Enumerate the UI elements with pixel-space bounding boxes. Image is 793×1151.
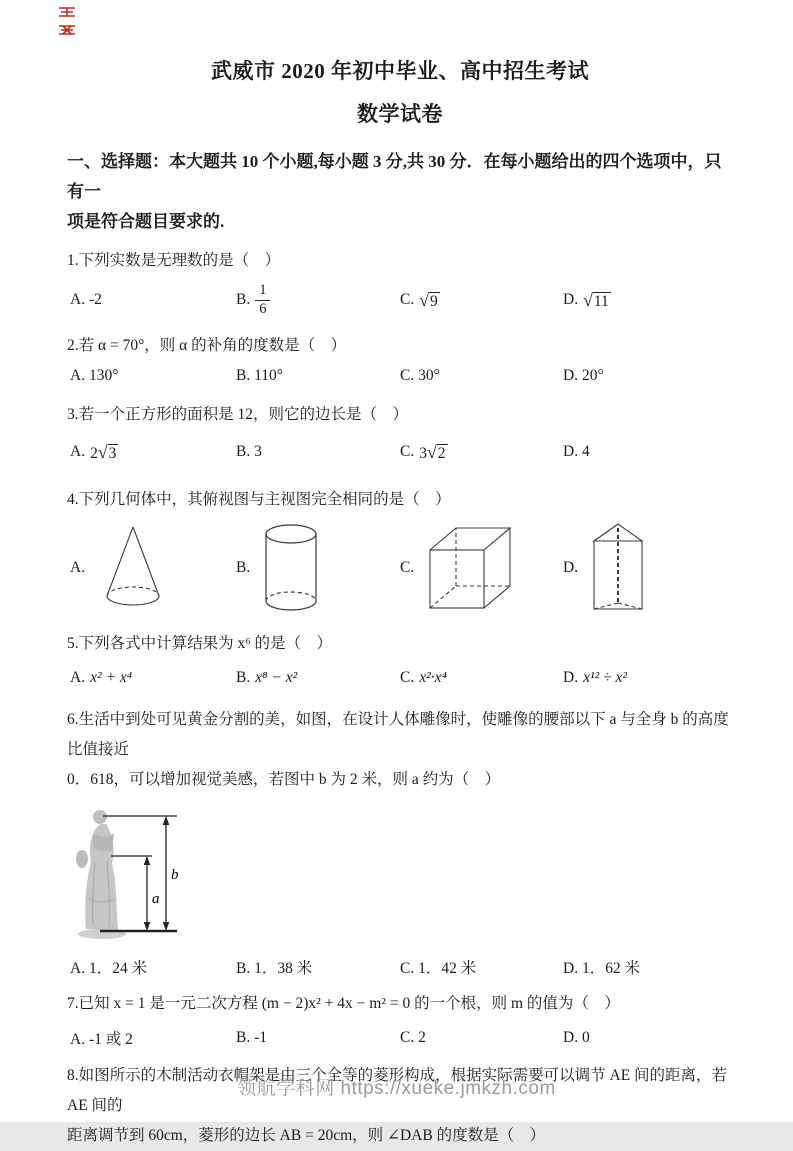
option-3a-letter: A.: [70, 443, 86, 460]
question-6-options: [70, 956, 733, 978]
option-3c-letter: C.: [400, 443, 415, 460]
radical-2-sqrt-3: 2√3: [90, 441, 117, 462]
option-3d: D. 4: [563, 443, 590, 460]
option-4c: [400, 522, 563, 614]
option-2a: A. 130°: [70, 367, 119, 384]
option-1d-letter: D.: [563, 291, 579, 308]
question-1-options: [70, 276, 733, 324]
cylinder-icon: [260, 522, 322, 614]
page-title: 武威市 2020 年初中毕业、高中招生考试: [211, 59, 589, 83]
option-2d: D. 20°: [563, 367, 604, 384]
question-5-options: [70, 669, 733, 687]
option-5a: A. x² + x⁴: [70, 669, 133, 686]
option-3a: [70, 442, 236, 463]
option-7a: A. -1 或 2: [70, 1031, 133, 1048]
question-6-stem-line1: 6.生活中到处可见黄金分割的美，如图，在设计人体雕像时，使雕像的腰部以下 a 与全身 b 的高度比值接近: [67, 711, 729, 758]
option-5c: C. x²·x⁴: [400, 669, 447, 686]
option-2c: C. 30°: [400, 367, 440, 384]
radical-sqrt-11: √11: [583, 289, 609, 310]
question-3-options: [70, 436, 733, 468]
section-intro-line2: 项是符合题目要求的.: [67, 212, 225, 231]
option-4c-letter: C.: [400, 559, 415, 576]
option-7c: C. 2: [400, 1029, 426, 1046]
option-4d: [563, 519, 733, 617]
label-a: a: [152, 891, 160, 907]
option-5d: D. x¹² ÷ x²: [563, 669, 628, 686]
question-8-stem-line2: 距离调节到 60cm，菱形的边长 AB = 20cm，则 ∠DAB 的度数是（ ）: [67, 1127, 546, 1144]
question-4-shapes: [70, 519, 733, 616]
option-4a-letter: A.: [70, 559, 86, 576]
option-4a: [70, 522, 236, 614]
option-2b: B. 110°: [236, 367, 283, 384]
label-b: b: [171, 867, 179, 883]
cone-icon: [95, 522, 170, 614]
option-6b: B. 1．38 米: [236, 960, 313, 977]
option-6d: D. 1．62 米: [563, 960, 641, 977]
section-intro: [67, 147, 733, 237]
option-4b-letter: B.: [236, 559, 251, 576]
question-6-stem-line2: 0．618，可以增加视觉美感，若图中 b 为 2 米，则 a 约为（ ）: [67, 771, 501, 788]
statue-figure: [73, 803, 205, 943]
question-3-stem: 3.若一个正方形的面积是 12，则它的边长是（ ）: [67, 406, 409, 423]
cube-icon: [424, 522, 516, 614]
option-1d: [563, 290, 733, 311]
radical-sqrt-9: √9: [419, 289, 438, 310]
section-intro-line1: 一、选择题：本大题共 10 个小题,每小题 3 分,共 30 分．在每小题给出的四个选项中，只有一: [67, 152, 722, 201]
question-2-stem: 2.若 α = 70°，则 α 的补角的度数是（ ）: [67, 337, 347, 354]
question-4-stem: 4.下列几何体中，其俯视图与主视图完全相同的是（ ）: [67, 491, 451, 508]
statue-image: [76, 810, 126, 939]
red-stamp-icon: [56, 4, 80, 40]
option-1c-letter: C.: [400, 291, 415, 308]
fraction-one-sixth: $\frac{1}{6}$: [255, 283, 270, 318]
radical-3-sqrt-2: 3√2: [419, 441, 446, 462]
option-3c: [400, 442, 563, 463]
watermark: 领航学科网 https://xueke.jmkzh.com: [237, 1078, 556, 1099]
option-7d: D. 0: [563, 1029, 590, 1046]
option-1b: [236, 283, 400, 318]
question-7-options: [70, 1027, 733, 1049]
question-1-stem: 1.下列实数是无理数的是（ ）: [67, 252, 281, 269]
option-1c: [400, 290, 563, 311]
option-3b: B. 3: [236, 443, 262, 460]
triangular-prism-icon: [588, 519, 648, 617]
option-4d-letter: D.: [563, 559, 579, 576]
question-8-stem-line1: 8.如图所示的木制活动衣帽架是由三个全等的菱形构成，根据实际需要可以调节 AE 间的距离，若 AE 间的: [67, 1067, 728, 1114]
question-5-stem: 5.下列各式中计算结果为 x⁶ 的是（ ）: [67, 635, 333, 652]
question-7-stem: 7.已知 x = 1 是一元二次方程 (m − 2)x² + 4x − m² = 0 的一个根，则 m 的值为（ ）: [67, 995, 620, 1012]
question-6-stem: [67, 705, 733, 795]
option-7b: B. -1: [236, 1029, 267, 1046]
option-5b: B. x⁸ − x²: [236, 669, 298, 686]
option-1a: A. -2: [70, 291, 102, 308]
option-6a: A. 1．24 米: [70, 960, 148, 977]
option-6c: C. 1．42 米: [400, 960, 477, 977]
option-1b-letter: B.: [236, 291, 251, 308]
page-subtitle: 数学试卷: [357, 102, 443, 126]
option-4b: [236, 522, 400, 614]
question-2-options: [70, 367, 733, 385]
